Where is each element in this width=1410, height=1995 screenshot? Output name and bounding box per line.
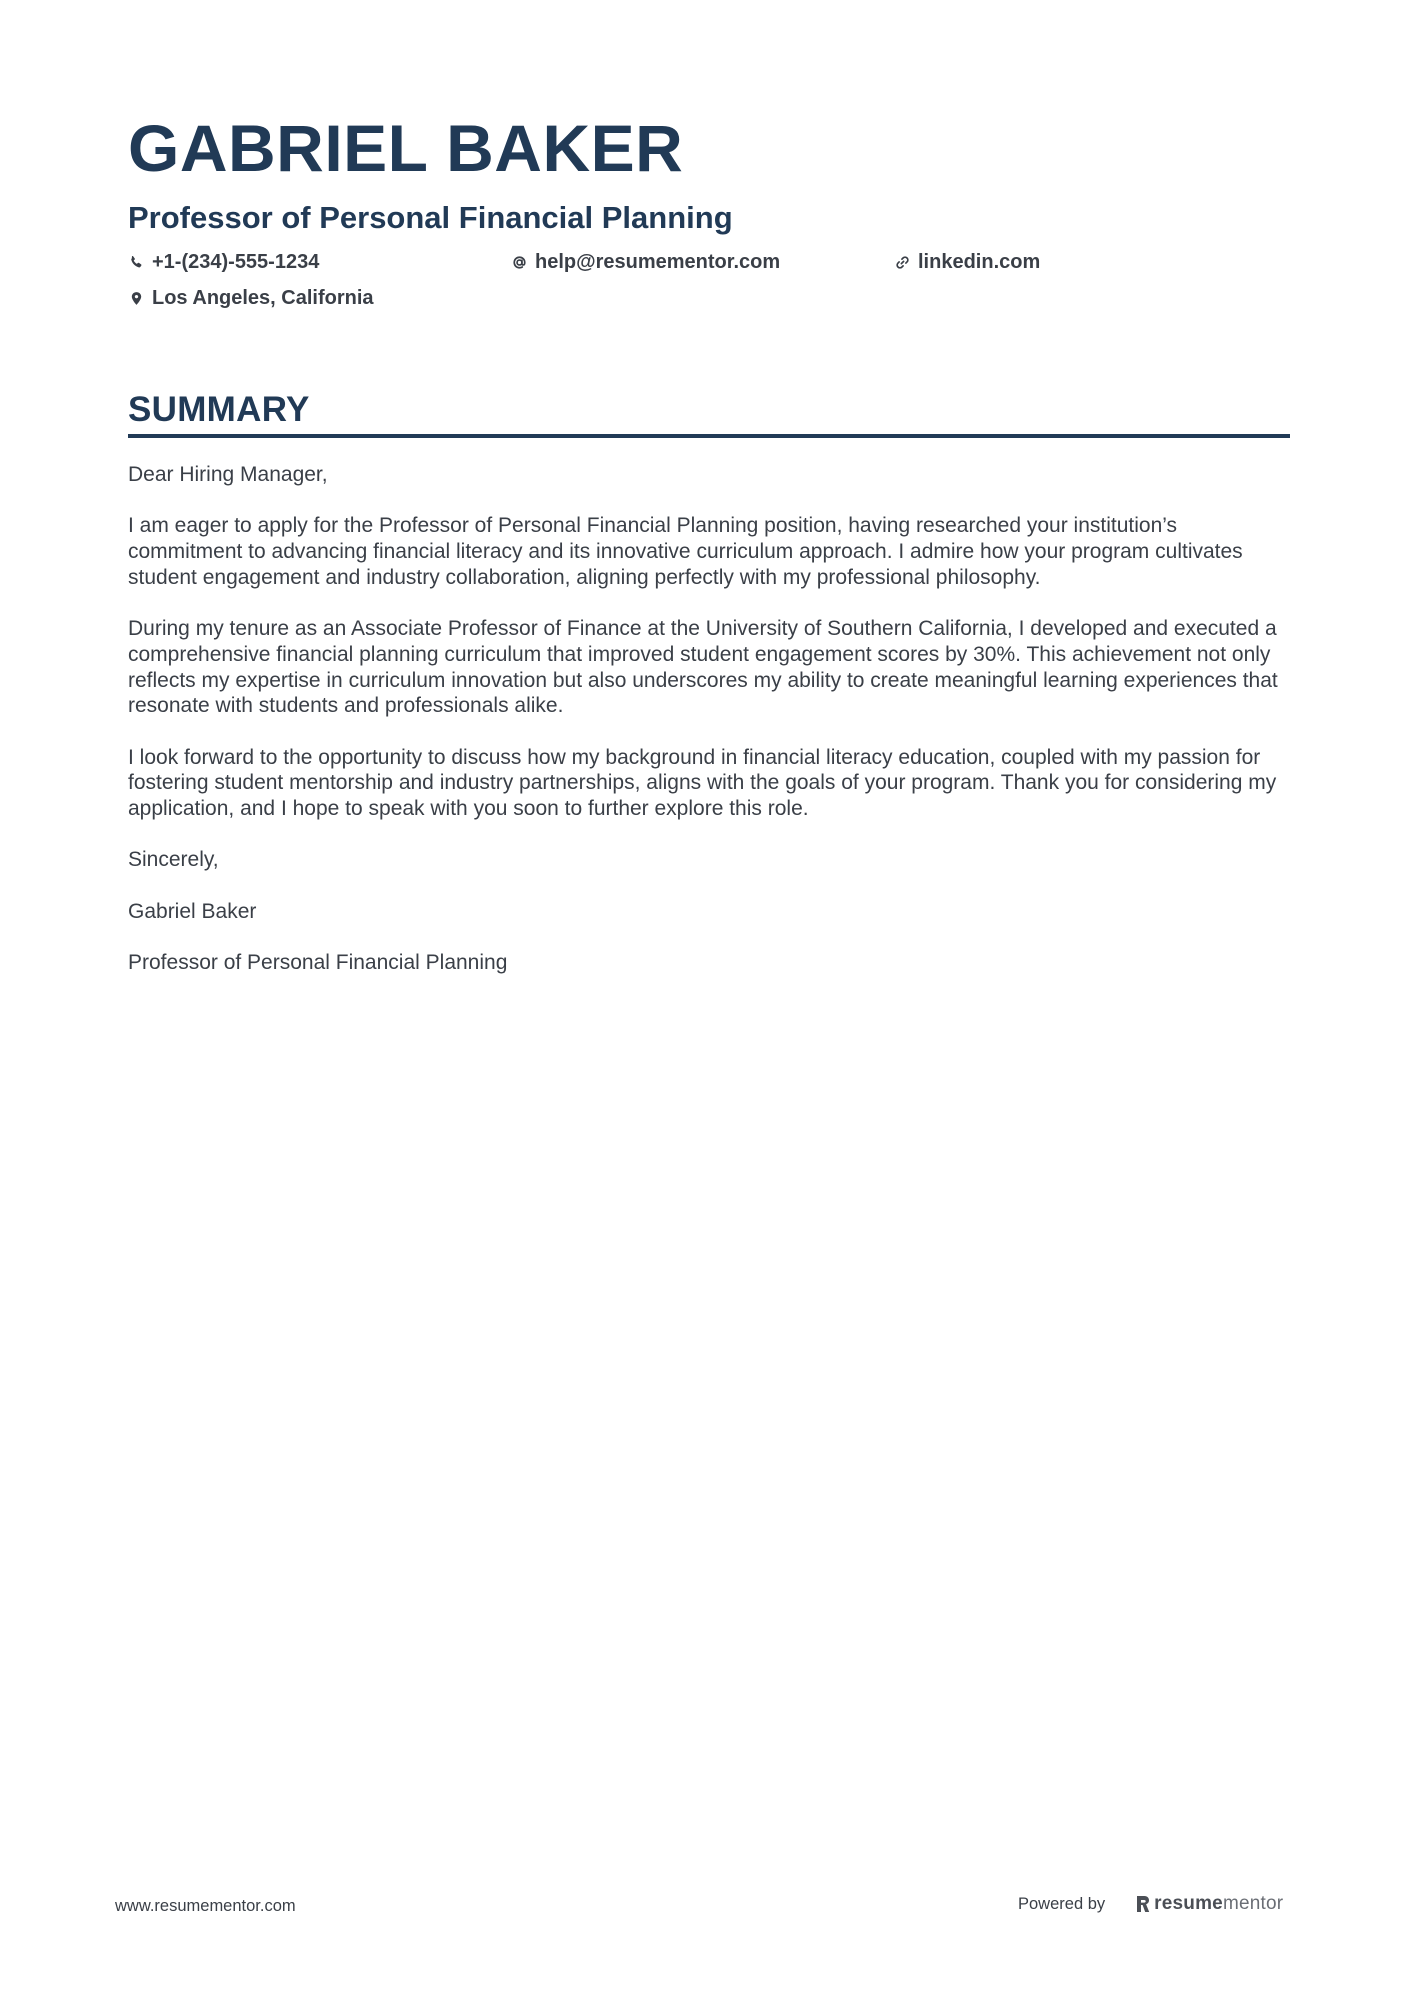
brand-logo[interactable] <box>1135 1893 1283 1915</box>
brand-name-part1: resume <box>1154 1893 1223 1914</box>
summary-section <box>128 388 1290 1002</box>
footer-website[interactable]: www.resumementor.com <box>115 1897 296 1915</box>
contact-email[interactable] <box>511 248 894 276</box>
phone-icon <box>128 253 144 271</box>
signature-title: Professor of Personal Financial Planning <box>128 951 508 975</box>
candidate-name: GABRIEL BAKER <box>128 111 684 185</box>
letter-paragraph-3: I look forward to the opportunity to discuss how my background in financial literacy education, coupled with my passion for fostering student mentorship and industry partnerships, aligns with the goals of your program. Thank you for considering my application, and I hope to speak with you soon to further explore this role. <box>128 745 1277 821</box>
contact-phone[interactable] <box>128 248 511 276</box>
location-pin-icon <box>128 289 144 307</box>
letter-paragraph-1: I am eager to apply for the Professor of Personal Financial Planning position, having researched your institution’s commitment to advancing financial literacy and its innovative curriculum approach. I admire how your program cultivates student engagement and industry collaboration, aligning perfectly with my professional philosophy. <box>128 514 1243 589</box>
letter-body <box>128 462 1290 976</box>
letter-paragraph-2: During my tenure as an Associate Professor of Finance at the University of Southern California, I developed and executed a comprehensive financial planning curriculum that improved student engagement scores by 30%. This achievement not only reflects my expertise in curriculum innovation but also underscores my ability to create meaningful learning experiences that resonate with students and professionals alike. <box>128 617 1278 718</box>
header <box>128 108 1288 312</box>
contact-phone-text: +1-(234)-555-1234 <box>152 251 320 273</box>
powered-by-label: Powered by <box>1018 1894 1106 1913</box>
signature-name: Gabriel Baker <box>128 899 257 923</box>
contact-list <box>128 248 1288 312</box>
contact-email-text: help@resumementor.com <box>535 251 781 273</box>
footer-branding <box>1018 1890 1283 1918</box>
contact-linkedin-text: linkedin.com <box>918 251 1041 273</box>
at-icon <box>511 253 527 271</box>
contact-linkedin[interactable] <box>894 248 1277 276</box>
brand-name-part2: mentor <box>1222 1893 1284 1914</box>
job-title: Professor of Personal Financial Planning <box>128 200 733 235</box>
closing: Sincerely, <box>128 848 219 872</box>
salutation: Dear Hiring Manager, <box>128 463 328 486</box>
contact-location-text: Los Angeles, California <box>152 287 374 309</box>
section-divider <box>128 434 1290 438</box>
link-icon <box>894 253 910 271</box>
section-heading: SUMMARY <box>128 390 310 429</box>
contact-location <box>128 284 511 312</box>
resumementor-logo-icon <box>1135 1894 1151 1914</box>
